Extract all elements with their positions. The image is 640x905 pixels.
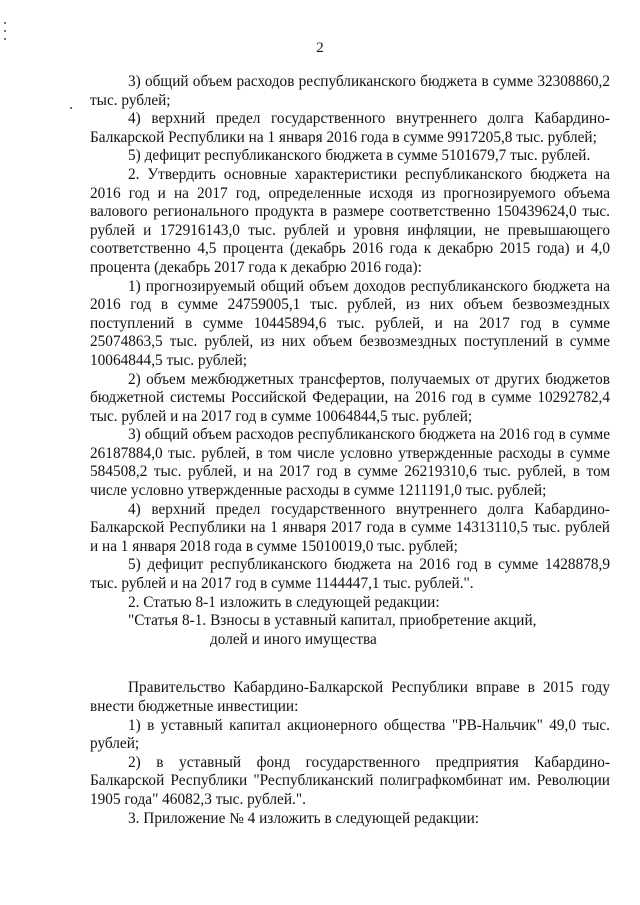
paragraph: 3) общий объем расходов республиканского бюджета в сумме 32308860,2 тыс. рублей; xyxy=(90,73,610,109)
paragraph: 2) объем межбюджетных трансфертов, получаемых от других бюджетов бюджетной системы Российской Федерации, на 2016 год в сумме 10292782,4 тыс. рублей и на 2017 год в сумме 10064844,5 тыс. рублей; xyxy=(90,370,610,425)
paragraph: 1) прогнозируемый общий объем доходов республиканского бюджета на 2016 год в сумме 24759005,1 тыс. рублей, из них объем безвозмездных поступлений в сумме 10445894,6 тыс. рублей, и на 2017 год в сумме 25074863,5 тыс. рублей, из них объем безвозмездных поступлений в сумме 10064844,5 тыс. рублей; xyxy=(90,277,610,369)
paragraph: 4) верхний предел государственного внутреннего долга Кабардино-Балкарской Республики на 1 января 2016 года в сумме 9917205,8 тыс. рублей; xyxy=(90,110,610,146)
scan-speck xyxy=(4,22,6,24)
scan-speck xyxy=(4,30,6,32)
article-heading-line1: "Статья 8-1. Взносы в уставный капитал, приобретение акций, xyxy=(128,612,537,630)
article-heading xyxy=(90,612,610,649)
scan-speck xyxy=(70,107,72,109)
document-body xyxy=(90,73,610,828)
page-number: 2 xyxy=(316,40,324,56)
paragraph: 4) верхний предел государственного внутреннего долга Кабардино-Балкарской Республики на 1 января 2017 года в сумме 14313110,5 тыс. рублей и на 1 января 2018 года в сумме 15010019,0 тыс. рублей; xyxy=(90,500,610,555)
paragraph: 2. Статью 8-1 изложить в следующей редакции: xyxy=(128,593,440,611)
paragraph: Правительство Кабардино-Балкарской Республики вправе в 2015 году внести бюджетные инвестиции: xyxy=(90,679,610,715)
paragraph: 5) дефицит республиканского бюджета в сумме 5101679,7 тыс. рублей. xyxy=(128,147,591,165)
article-heading-line2: долей и иного имущества xyxy=(210,630,377,648)
paragraph: 2. Утвердить основные характеристики республиканского бюджета на 2016 год и на 2017 год, определенные исходя из прогнозируемого объема валового регионального продукта в размере соответственно 150439624,0 тыс. рублей и 172916143,0 тыс. рублей и уровня инфляции, не превышающего соответственно 4,5 процента (декабрь 2016 года к декабрю 2015 года) и 4,0 процента (декабрь 2017 года к декабрю 2016 года): xyxy=(90,165,610,276)
paragraph: 5) дефицит республиканского бюджета на 2016 год в сумме 1428878,9 тыс. рублей и на 2017 год в сумме 1144447,1 тыс. рублей.". xyxy=(90,556,610,593)
paragraph: 1) в уставный капитал акционерного общества "РВ-Нальчик" 49,0 тыс. рублей; xyxy=(90,716,610,753)
paragraph: 3) общий объем расходов республиканского бюджета на 2016 год в сумме 26187884,0 тыс. рублей, в том числе условно утвержденные расходы в сумме 584508,2 тыс. рублей, и на 2017 год в сумме 26219310,6 тыс. рублей, в том числе условно утвержденные расходы в сумме 1211191,0 тыс. рублей; xyxy=(90,426,610,500)
paragraph: 3. Приложение № 4 изложить в следующей редакции: xyxy=(128,809,480,827)
paragraph: 2) в уставный фонд государственного предприятия Кабардино-Балкарской Республики "Республиканский полиграфкомбинат им. Революции 1905 года" 46082,3 тыс. рублей.". xyxy=(90,753,610,808)
